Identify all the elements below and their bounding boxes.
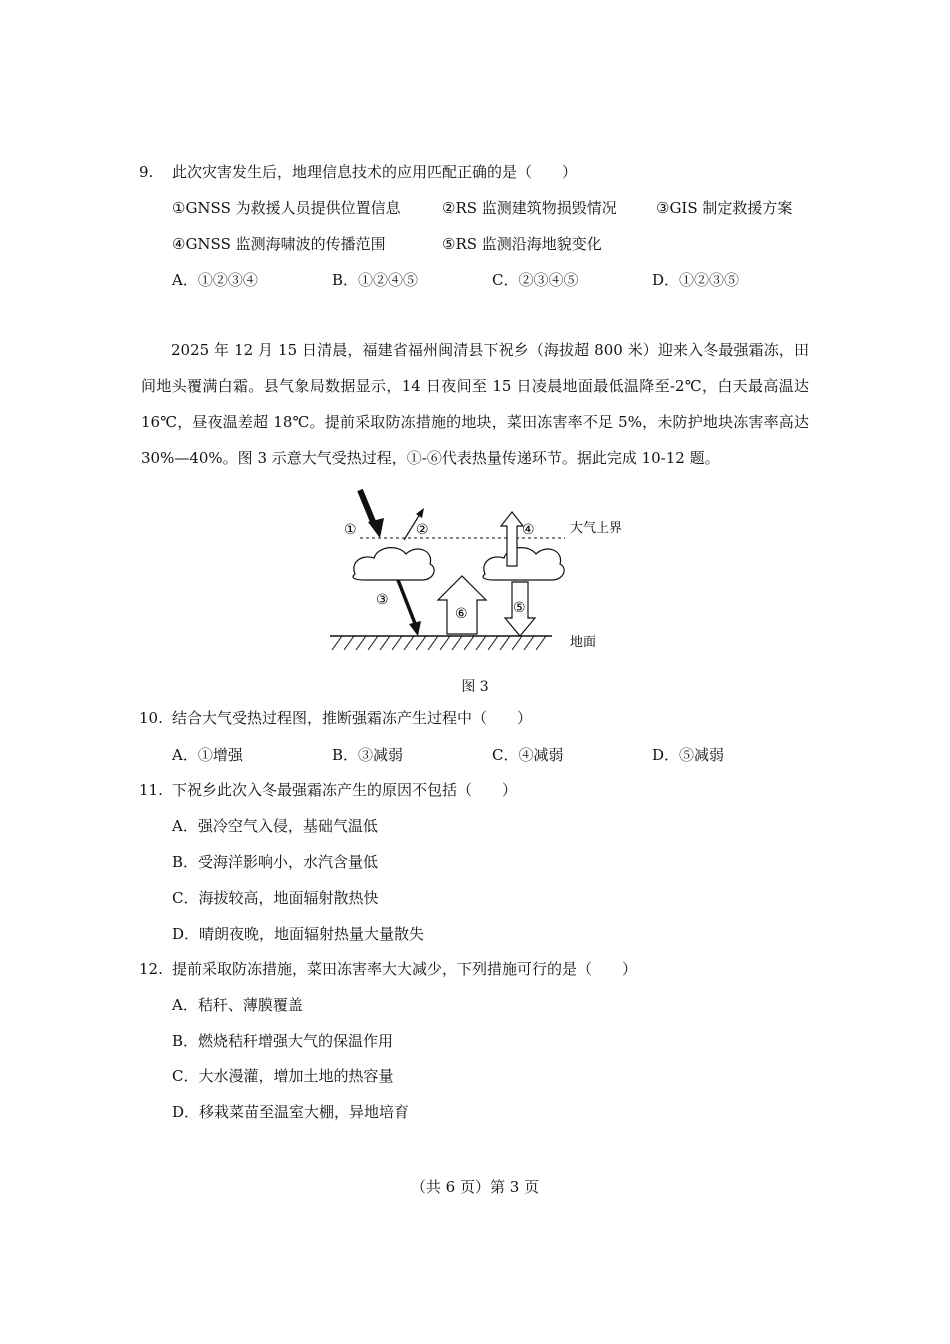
arrow-2-head <box>416 508 424 518</box>
figure-caption: 图 3 <box>461 679 489 695</box>
q10-number: 10. <box>139 709 163 727</box>
label-5: ⑤ <box>513 600 526 616</box>
atmosphere-heating-diagram <box>320 478 640 668</box>
q11-option-b: B．受海洋影响小，水汽含量低 <box>172 853 379 871</box>
q9-option-b: B．①②④⑤ <box>332 271 419 289</box>
label-2: ② <box>416 522 429 538</box>
q12-option-c: C．大水漫灌，增加土地的热容量 <box>172 1067 394 1085</box>
q9-item-5: ⑤RS 监测沿海地貌变化 <box>442 235 602 253</box>
label-ground: 地面 <box>570 635 597 650</box>
q12-number: 12. <box>139 960 163 978</box>
q11-option-c: C．海拔较高，地面辐射散热快 <box>172 889 379 907</box>
q9-item-4: ④GNSS 监测海啸波的传播范围 <box>172 235 386 253</box>
cloud-left <box>353 548 434 580</box>
q11-stem: 下祝乡此次入冬最强霜冻产生的原因不包括（ ） <box>172 781 518 799</box>
label-atmosphere-top: 大气上界 <box>570 521 623 536</box>
q10-stem: 结合大气受热过程图，推断强霜冻产生过程中（ ） <box>172 709 533 727</box>
arrow-6-ground-radiation <box>438 576 486 634</box>
q9-stem: 此次灾害发生后，地理信息技术的应用匹配正确的是（ ） <box>172 163 578 181</box>
q12-option-d: D．移栽菜苗至温室大棚，异地培育 <box>172 1103 410 1121</box>
page-footer: （共 6 页）第 3 页 <box>410 1178 540 1196</box>
q11-option-d: D．晴朗夜晚，地面辐射热量大量散失 <box>172 925 425 943</box>
arrow-1-solar <box>360 490 374 524</box>
q12-option-a: A．秸秆、薄膜覆盖 <box>172 996 303 1014</box>
material-paragraph: 2025 年 12 月 15 日清晨，福建省福州闽清县下祝乡（海拔超 800 米）迎来入冬最强霜冻，田间地头覆满白霜。县气象局数据显示，14 日夜间至 15 日凌晨地面最低温降至-2℃，白天最高温达 16℃，昼夜温差超 18℃。提前采取防冻措施的地块，菜田冻害率不足 5%，未防护地块冻害率高达 30%—40%。图 3 示意大气受热过程，①-⑥代表热量传递环节。据此完成 10-12 题。 <box>141 341 809 467</box>
cloud-right <box>483 548 564 580</box>
q11-option-a: A．强冷空气入侵，基础气温低 <box>172 817 378 835</box>
q9-option-d: D．①②③⑤ <box>652 271 740 289</box>
q9-option-c: C．②③④⑤ <box>492 271 579 289</box>
arrow-3-solar-to-ground <box>398 580 416 626</box>
q11-number: 11. <box>139 781 163 799</box>
q9-number: 9. <box>139 163 154 181</box>
q12-stem: 提前采取防冻措施，菜田冻害率大大减少，下列措施可行的是（ ） <box>172 960 638 978</box>
label-1: ① <box>344 522 357 538</box>
q10-option-d: D．⑤减弱 <box>652 746 725 764</box>
q12-option-b: B．燃烧秸秆增强大气的保温作用 <box>172 1032 394 1050</box>
q9-option-a: A．①②③④ <box>172 271 258 289</box>
q10-option-b: B．③减弱 <box>332 746 404 764</box>
label-3: ③ <box>376 592 389 608</box>
q10-option-a: A．①增强 <box>172 746 243 764</box>
q9-item-1: ①GNSS 为救援人员提供位置信息 <box>172 199 401 217</box>
q9-item-3: ③GIS 制定救援方案 <box>656 199 793 217</box>
label-4: ④ <box>522 522 535 538</box>
q10-option-c: C．④减弱 <box>492 746 564 764</box>
ground-hatching <box>332 636 546 650</box>
q9-item-2: ②RS 监测建筑物损毁情况 <box>442 199 617 217</box>
label-6: ⑥ <box>455 606 468 622</box>
arrow-3-head <box>409 621 421 636</box>
